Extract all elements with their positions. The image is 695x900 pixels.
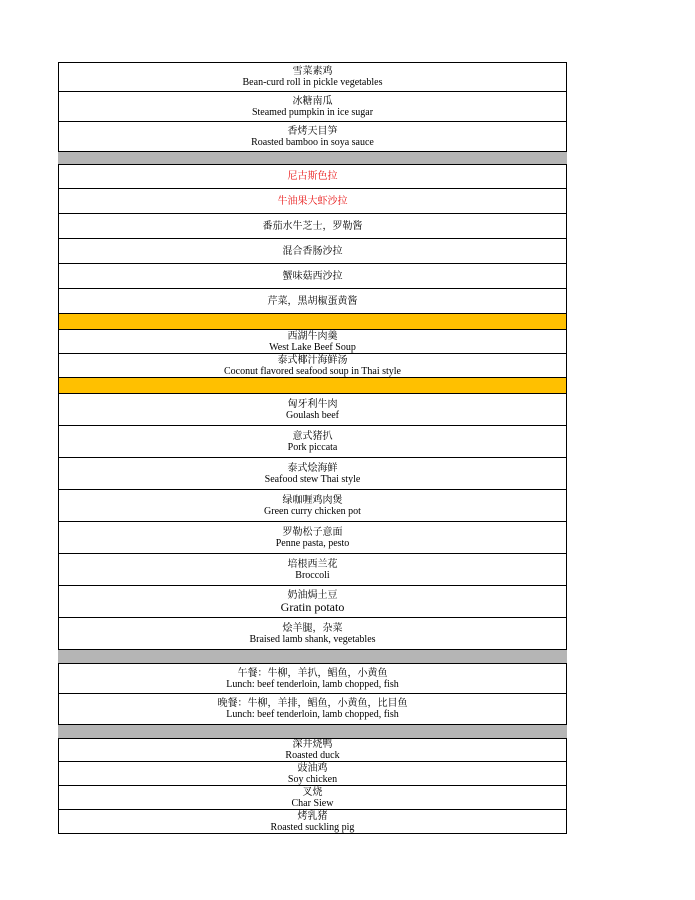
dish-name-zh: 烩羊腿，杂菜 [282,622,343,634]
dish-name-en: Pork piccata [287,441,338,453]
dish-name-en: Broccoli [295,569,330,581]
dish-name-en: Goulash beef [285,409,340,421]
section-divider [58,152,567,164]
menu-row [58,330,567,354]
menu-row [58,239,567,264]
dish-name-zh: 叉烧 [302,786,323,798]
dish-name-en: Roasted suckling pig [270,821,355,833]
section-divider [58,378,567,394]
section-divider [58,725,567,738]
dish-name-zh: 罗勒松子意面 [282,526,343,538]
menu-row [58,62,567,92]
dish-name-en: Lunch: beef tenderloin, lamb chopped, fish [226,678,399,690]
dish-name-en: Penne pasta, pesto [275,537,350,549]
dish-name-zh: 番茄水牛芝士，罗勒酱 [262,220,363,232]
menu-row [58,122,567,152]
menu-row [58,786,567,810]
menu-table [58,62,567,834]
menu-row [58,490,567,522]
dish-name-en: Gratin potato [280,599,345,614]
menu-row [58,810,567,834]
menu-row [58,522,567,554]
dish-name-en: Steamed pumpkin in ice sugar [251,106,374,118]
dish-name-zh: 奶油焗土豆 [287,589,338,601]
dish-name-zh: 深井烧鸭 [292,739,333,750]
dish-name-zh: 晚餐：牛柳，羊排，鲳鱼，小黄鱼，比目鱼 [217,698,408,709]
menu-row [58,762,567,786]
dish-name-zh: 混合香肠沙拉 [282,245,343,257]
dish-name-zh: 泰式烩海鲜 [287,462,338,474]
dish-name-zh: 雪菜素鸡 [292,66,333,77]
menu-row [58,264,567,289]
section-divider [58,650,567,663]
dish-name-en: Braised lamb shank, vegetables [249,633,376,645]
menu-row [58,426,567,458]
dish-name-en: Char Siew [291,797,334,809]
menu-row [58,394,567,426]
dish-name-zh: 匈牙利牛肉 [287,398,338,410]
menu-row [58,189,567,214]
dish-name-zh: 绿咖喱鸡肉煲 [282,494,343,506]
menu-row [58,289,567,314]
dish-name-zh: 烤乳猪 [297,810,328,822]
dish-name-en: Bean-curd roll in pickle vegetables [242,77,383,88]
dish-name-en: Green curry chicken pot [264,505,361,517]
dish-name-en: Roasted duck [285,750,340,761]
dish-name-en: Coconut flavored seafood soup in Thai style [223,365,401,377]
menu-row [58,738,567,762]
dish-name-en: Roasted bamboo in soya sauce [251,136,374,148]
menu-row [58,663,567,694]
menu-row [58,214,567,239]
dish-name-zh: 意式猪扒 [292,430,333,442]
dish-name-zh: 泰式椰汁海鲜汤 [277,354,348,366]
menu-row [58,92,567,122]
dish-name-en: Lunch: beef tenderloin, lamb chopped, fish [226,709,399,720]
dish-name-zh: 蟹味菇西沙拉 [282,270,343,282]
dish-name-zh: 冰糖南瓜 [292,95,333,107]
dish-name-zh: 培根西兰花 [287,558,338,570]
dish-name-zh: 午餐：牛柳，羊扒，鲳鱼，小黄鱼 [237,667,388,679]
dish-name-zh: 尼古斯色拉 [287,171,338,182]
dish-name-en: Seafood stew Thai style [264,473,361,485]
menu-row [58,458,567,490]
menu-row [58,618,567,650]
dish-name-zh: 香烤天目笋 [287,125,338,137]
menu-row [58,586,567,618]
menu-row [58,354,567,378]
dish-name-en: West Lake Beef Soup [269,341,356,353]
menu-row [58,694,567,725]
dish-name-en: Soy chicken [287,773,338,785]
dish-name-zh: 牛油果大虾沙拉 [277,195,348,207]
dish-name-zh: 豉油鸡 [297,762,328,774]
dish-name-zh: 西湖牛肉羹 [287,330,338,342]
section-divider [58,314,567,330]
dish-name-zh: 芹菜，黑胡椒蛋黄酱 [267,295,358,307]
menu-row [58,164,567,189]
menu-row [58,554,567,586]
